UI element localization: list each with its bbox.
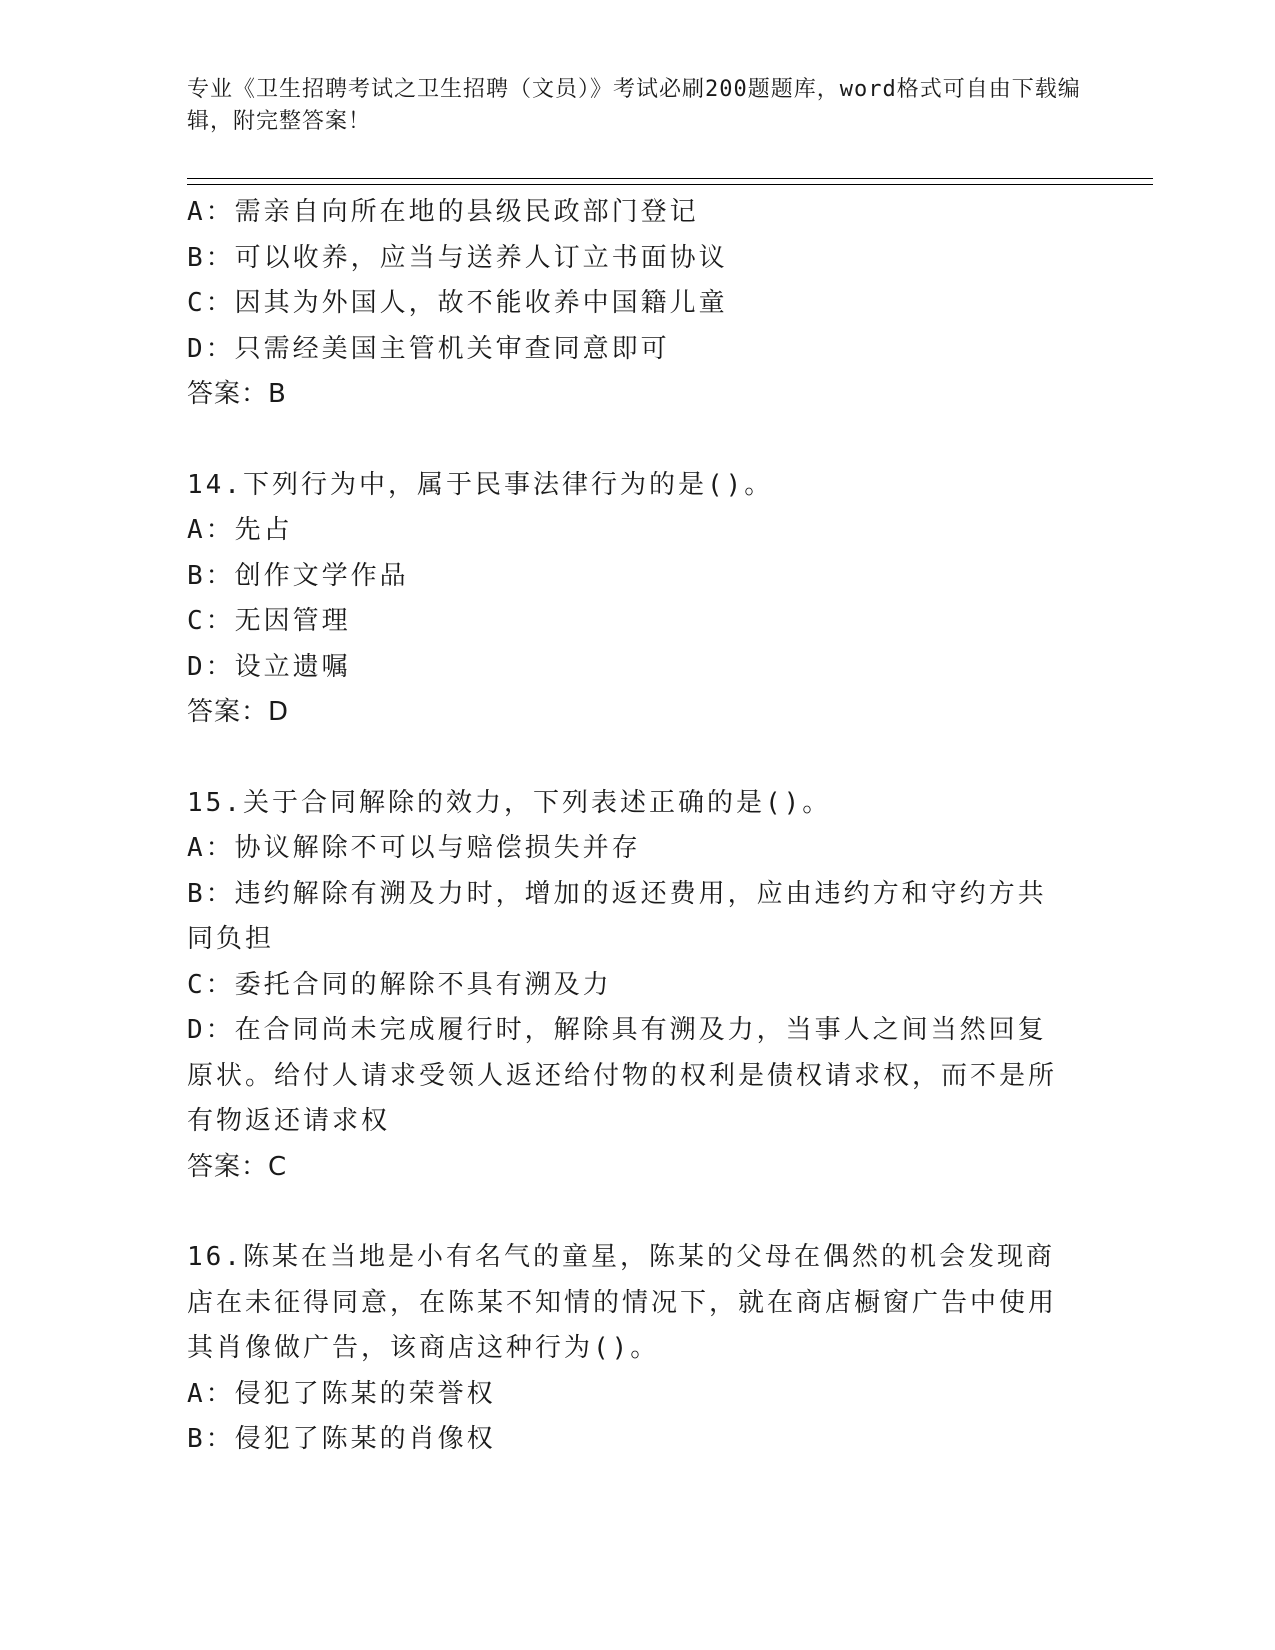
question-stem: 16.陈某在当地是小有名气的童星，陈某的父母在偶然的机会发现商店在未征得同意，在陈某不知情的情况下，就在商店橱窗广告中使用其肖像做广告，该商店这种行为()。: [187, 1242, 1058, 1363]
spacer: [187, 1190, 1067, 1235]
option-d: D：设立遗嘱: [187, 651, 351, 682]
answer-line: 答案：C: [187, 1151, 288, 1182]
option-a: A：先占: [187, 515, 293, 545]
question-stem: 14.下列行为中，属于民事法律行为的是()。: [187, 469, 774, 500]
option-d: D：在合同尚未完成履行时，解除具有溯及力，当事人之间当然回复原状。给付人请求受领人返还给付物的权利是债权请求权，而不是所有物返还请求权: [187, 1015, 1058, 1136]
question-block: [187, 781, 1067, 1191]
header-divider-top: [187, 178, 1153, 179]
option-b: B：违约解除有溯及力时，增加的返还费用，应由违约方和守约方共同负担: [187, 878, 1047, 954]
option-c: C：委托合同的解除不具有溯及力: [187, 969, 612, 1000]
option-a: A：协议解除不可以与赔偿损失并存: [187, 833, 641, 863]
option-a: A：需亲自向所在地的县级民政部门登记: [187, 197, 699, 227]
answer-line: 答案：D: [187, 697, 290, 727]
option-b: B：侵犯了陈某的肖像权: [187, 1424, 496, 1454]
header-divider-bottom: [187, 184, 1153, 185]
spacer: [187, 736, 1067, 781]
option-c: C：因其为外国人，故不能收养中国籍儿童: [187, 288, 728, 318]
document-header: 专业《卫生招聘考试之卫生招聘（文员）》考试必刷200题题库，word格式可自由下载编辑，附完整答案！: [187, 77, 1081, 134]
option-b: B：创作文学作品: [187, 560, 409, 591]
answer-line: 答案：B: [187, 379, 287, 409]
question-block: [187, 190, 1067, 418]
question-stem: 15.关于合同解除的效力，下列表述正确的是()。: [187, 787, 832, 818]
option-d: D：只需经美国主管机关审查同意即可: [187, 333, 670, 364]
spacer: [187, 418, 1067, 463]
question-block: [187, 1235, 1067, 1463]
question-list: [187, 190, 1067, 1463]
option-c: C：无因管理: [187, 606, 351, 636]
question-block: [187, 463, 1067, 736]
option-b: B：可以收养，应当与送养人订立书面协议: [187, 242, 728, 273]
option-a: A：侵犯了陈某的荣誉权: [187, 1378, 496, 1409]
